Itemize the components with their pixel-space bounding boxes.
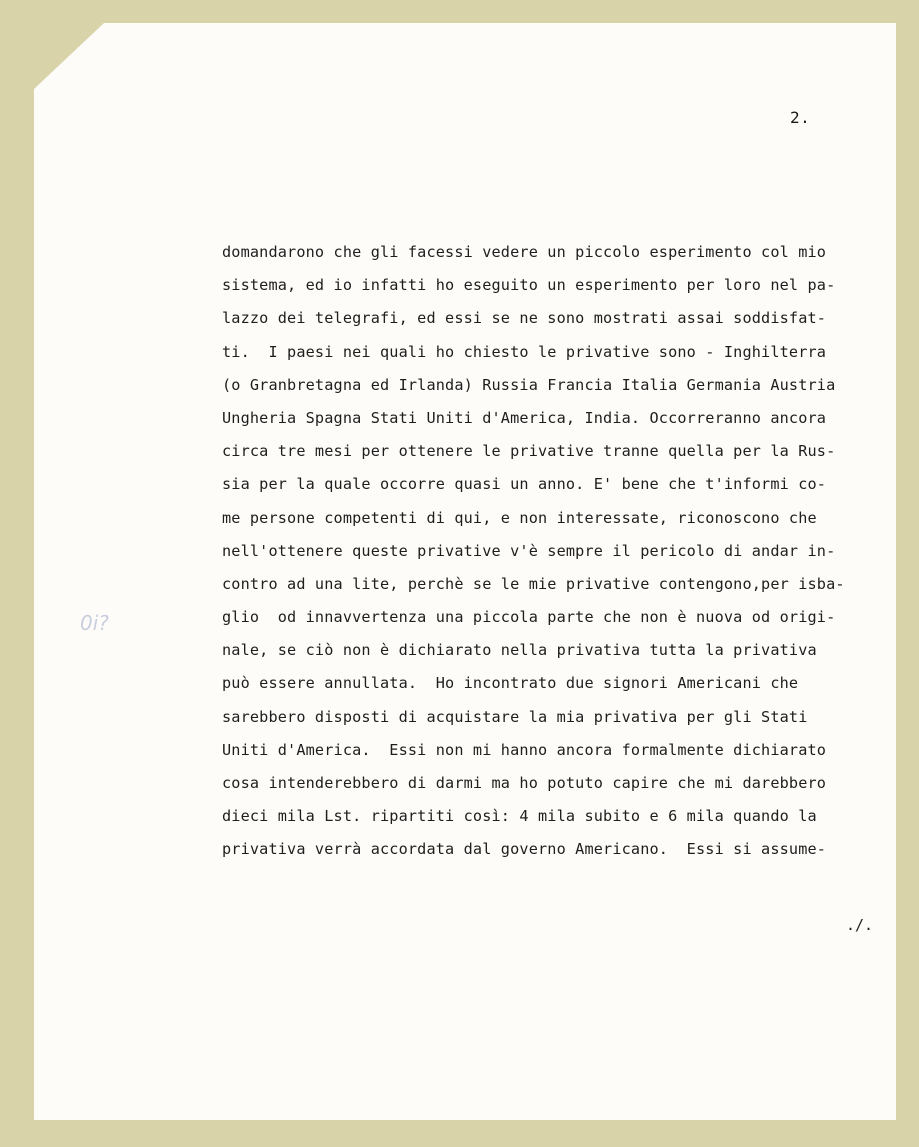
text-line: Uniti d'America. Essi non mi hanno ancora formalmente dichiarato: [222, 740, 827, 759]
text-line: glio od innavvertenza una piccola parte che non è nuova od origi-: [222, 608, 836, 627]
text-line: Ungheria Spagna Stati Uniti d'America, India. Occorreranno ancora: [222, 408, 827, 427]
letter-body: [222, 236, 845, 867]
text-line: nell'ottenere queste privative v'è sempre il pericolo di andar in-: [222, 541, 836, 560]
text-line: privativa verrà accordata dal governo Americano. Essi si assume-: [222, 840, 827, 859]
text-line: cosa intenderebbero di darmi ma ho potuto capire che mi darebbero: [222, 774, 827, 792]
text-line: sistema, ed io infatti ho eseguito un esperimento per loro nel pa-: [222, 276, 836, 295]
pencil-annotation: [80, 608, 124, 638]
text-line: sarebbero disposti di acquistare la mia privativa per gli Stati: [222, 707, 808, 726]
text-line: contro ad una lite, perchè se le mie privative contengono,per isba-: [222, 574, 845, 593]
text-line: sia per la quale occorre quasi un anno. E' bene che t'informi co-: [222, 475, 827, 494]
text-line: (o Granbretagna ed Irlanda) Russia Francia Italia Germania Austria: [222, 375, 836, 394]
pencil-annotation-text: 0i?: [80, 611, 109, 635]
continuation-mark: ./.: [846, 916, 874, 934]
text-line: dieci mila Lst. ripartiti così: 4 mila subito e 6 mila quando la: [222, 807, 817, 826]
page-number: 2.: [790, 108, 811, 127]
text-line: ti. I paesi nei quali ho chiesto le privative sono - Inghilterra: [222, 342, 827, 361]
text-line: domandarono che gli facessi vedere un piccolo esperimento col mio: [222, 243, 827, 261]
text-line: nale, se ciò non è dichiarato nella privativa tutta la privativa: [222, 641, 817, 660]
text-line: può essere annullata. Ho incontrato due signori Americani che: [222, 674, 799, 693]
text-line: circa tre mesi per ottenere le privative tranne quella per la Rus-: [222, 442, 836, 461]
text-line: lazzo dei telegrafi, ed essi se ne sono mostrati assai soddisfat-: [222, 309, 827, 328]
text-line: me persone competenti di qui, e non interessate, riconoscono che: [222, 508, 817, 527]
